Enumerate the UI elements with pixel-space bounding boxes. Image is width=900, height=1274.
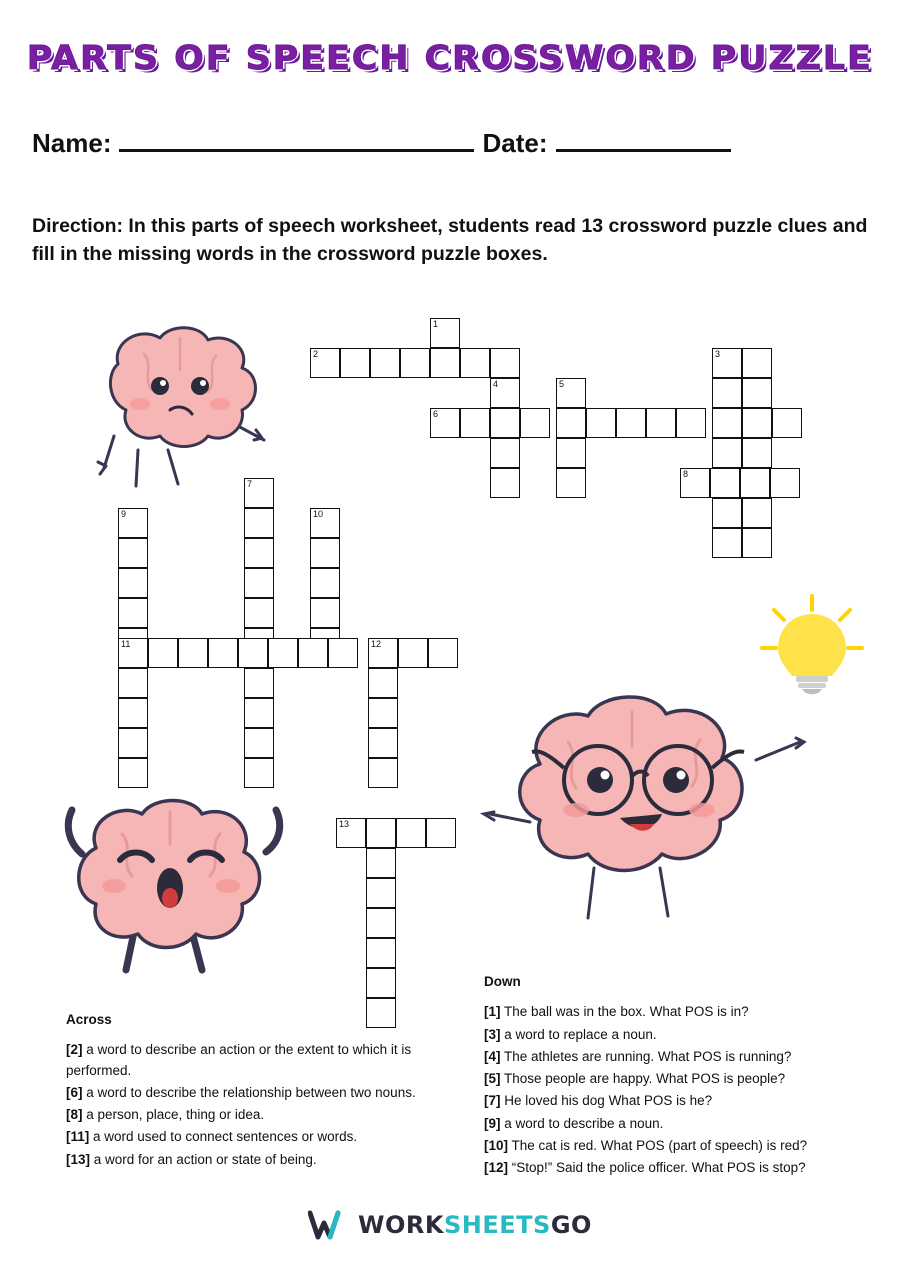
crossword-cell[interactable] (742, 408, 772, 438)
clue-text: The cat is red. What POS (part of speech) is red? (508, 1137, 808, 1153)
crossword-cell[interactable] (646, 408, 676, 438)
crossword-cell[interactable] (370, 348, 400, 378)
down-clue-list (484, 1002, 884, 1178)
crossword-cell[interactable] (268, 638, 298, 668)
clue-text: a word used to connect sentences or words. (89, 1129, 358, 1145)
page-title: PARTS OF SPEECH CROSSWORD PUZZLE (26, 38, 874, 77)
crossword-cell-number: 12 (371, 639, 382, 649)
crossword-cell[interactable] (368, 638, 398, 668)
clue-item (484, 1114, 884, 1134)
crossword-cell[interactable] (244, 668, 274, 698)
crossword-cell[interactable] (118, 568, 148, 598)
clue-text: Those people are happy. What POS is people? (500, 1071, 786, 1086)
crossword-cell[interactable] (238, 638, 268, 668)
crossword-cell[interactable] (676, 408, 706, 438)
crossword-cell[interactable] (178, 638, 208, 668)
crossword-cell-number: 2 (313, 349, 319, 359)
clue-number: [5] (484, 1071, 501, 1086)
clue-number: [13] (66, 1151, 91, 1167)
crossword-cell-number: 9 (121, 509, 127, 519)
crossword-cell[interactable] (742, 528, 772, 558)
crossword-cell[interactable] (742, 348, 772, 378)
crossword-cell[interactable] (118, 698, 148, 728)
crossword-cell[interactable] (396, 818, 426, 848)
crossword-cell[interactable] (556, 408, 586, 438)
crossword-cell[interactable] (428, 638, 458, 668)
crossword-cell[interactable] (398, 638, 428, 668)
logo-word-go: GO (550, 1211, 592, 1239)
clue-text: “Stop!” Said the police officer. What POS is stop? (508, 1160, 806, 1175)
clue-item (484, 1136, 884, 1156)
crossword-cell[interactable] (368, 758, 398, 788)
across-clue-list (66, 1040, 441, 1170)
crossword-cell[interactable] (400, 348, 430, 378)
crossword-cell-number: 1 (433, 319, 439, 329)
clue-text: The ball was in the box. What POS is in? (500, 1004, 749, 1020)
crossword-cell[interactable] (712, 498, 742, 528)
crossword-cell[interactable] (740, 468, 770, 498)
crossword-cell[interactable] (118, 538, 148, 568)
across-heading: Across (66, 1012, 112, 1027)
crossword-cell[interactable] (490, 468, 520, 498)
brain-character-thinking-icon (78, 318, 288, 503)
crossword-cell-number: 6 (433, 409, 439, 419)
crossword-cell[interactable] (310, 348, 340, 378)
clue-item (66, 1105, 441, 1125)
crossword-cell[interactable] (770, 468, 800, 498)
crossword-cell[interactable] (310, 538, 340, 568)
crossword-cell[interactable] (368, 698, 398, 728)
crossword-cell[interactable] (366, 938, 396, 968)
crossword-cell[interactable] (712, 378, 742, 408)
crossword-cell[interactable] (118, 668, 148, 698)
worksheetsgo-logo-icon (308, 1210, 348, 1240)
crossword-cell[interactable] (336, 818, 366, 848)
crossword-cell[interactable] (712, 528, 742, 558)
lightbulb-icon (756, 592, 868, 702)
clue-item (66, 1127, 441, 1147)
clue-item (484, 1158, 884, 1178)
clue-number: [11] (66, 1129, 90, 1145)
crossword-cell[interactable] (742, 378, 772, 408)
clue-text: a word to describe an action or the extent to which it is performed. (66, 1042, 412, 1078)
logo-wordmark (358, 1211, 592, 1239)
brain-character-shouting-icon (42, 782, 302, 977)
crossword-cell[interactable] (366, 818, 396, 848)
crossword-cell[interactable] (310, 598, 340, 628)
direction-text: Direction: In this parts of speech worksheet, students read 13 crossword puzzle clues and fill in the missing words in the crossword puzzle boxes. (32, 215, 868, 266)
crossword-cell[interactable] (368, 728, 398, 758)
clue-text: a word for an action or state of being. (90, 1151, 317, 1167)
crossword-cell[interactable] (460, 348, 490, 378)
crossword-cell-number: 13 (339, 819, 350, 829)
clue-item (484, 1069, 884, 1089)
name-date-row (32, 128, 870, 159)
crossword-cell[interactable] (118, 728, 148, 758)
across-clues (66, 1010, 441, 1172)
crossword-cell[interactable] (680, 468, 710, 498)
clue-number: [8] (66, 1107, 83, 1122)
logo-word-sheets: SHEETS (444, 1211, 551, 1239)
clue-number: [3] (484, 1026, 501, 1042)
crossword-cell[interactable] (310, 568, 340, 598)
crossword-cell[interactable] (430, 348, 460, 378)
clue-text: a word to describe the relationship between two nouns. (82, 1084, 416, 1100)
crossword-cell-number: 3 (715, 349, 721, 359)
brain-character-glasses-icon (470, 672, 815, 922)
clue-text: The athletes are running. What POS is running? (500, 1048, 792, 1064)
clue-number: [2] (66, 1042, 83, 1058)
clue-text: a person, place, thing or idea. (82, 1107, 265, 1122)
crossword-cell[interactable] (244, 568, 274, 598)
crossword-cell[interactable] (244, 508, 274, 538)
logo-word-work: WORK (358, 1211, 444, 1239)
crossword-cell[interactable] (490, 378, 520, 408)
crossword-cell[interactable] (742, 438, 772, 468)
clue-item (66, 1150, 441, 1170)
clue-text: a word to replace a noun. (500, 1026, 657, 1042)
crossword-cell[interactable] (244, 728, 274, 758)
crossword-cell[interactable] (556, 378, 586, 408)
page-title-container (0, 38, 900, 77)
crossword-cell[interactable] (742, 498, 772, 528)
crossword-cell[interactable] (118, 508, 148, 538)
clue-number: [10] (484, 1137, 509, 1153)
clue-number: [7] (484, 1093, 501, 1109)
crossword-cell[interactable] (328, 638, 358, 668)
crossword-cell[interactable] (244, 538, 274, 568)
clue-number: [9] (484, 1115, 501, 1131)
down-heading: Down (484, 974, 521, 989)
crossword-cell[interactable] (616, 408, 646, 438)
crossword-cell[interactable] (118, 598, 148, 628)
crossword-cell[interactable] (310, 508, 340, 538)
crossword-cell-number: 5 (559, 379, 565, 389)
crossword-cell[interactable] (244, 598, 274, 628)
crossword-cell-number: 8 (683, 469, 689, 479)
crossword-cell[interactable] (460, 408, 490, 438)
crossword-cell[interactable] (366, 848, 396, 878)
clue-number: [4] (484, 1048, 501, 1064)
crossword-cell-number: 11 (121, 639, 131, 649)
crossword-cell[interactable] (366, 878, 396, 908)
clue-text: a word to describe a noun. (500, 1115, 664, 1131)
crossword-cell[interactable] (520, 408, 550, 438)
crossword-cell[interactable] (244, 698, 274, 728)
crossword-cell[interactable] (368, 668, 398, 698)
crossword-cell[interactable] (556, 438, 586, 468)
crossword-cell[interactable] (430, 318, 460, 348)
crossword-cell[interactable] (298, 638, 328, 668)
crossword-cell[interactable] (430, 408, 460, 438)
crossword-cell[interactable] (490, 438, 520, 468)
crossword-cell-number: 10 (313, 509, 324, 519)
crossword-cell-number: 7 (247, 479, 253, 489)
footer-logo (0, 1210, 900, 1240)
crossword-cell-number: 4 (493, 379, 499, 389)
crossword-cell[interactable] (340, 348, 370, 378)
clue-item (484, 1002, 884, 1022)
clue-item (66, 1083, 441, 1103)
crossword-cell[interactable] (366, 908, 396, 938)
clue-item (484, 1047, 884, 1067)
crossword-cell[interactable] (772, 408, 802, 438)
crossword-cell[interactable] (118, 638, 148, 668)
clue-text: He loved his dog What POS is he? (500, 1093, 713, 1109)
crossword-cell[interactable] (712, 408, 742, 438)
crossword-cell[interactable] (712, 348, 742, 378)
crossword-cell[interactable] (148, 638, 178, 668)
clue-number: [6] (66, 1084, 83, 1100)
name-label: Name: (32, 128, 112, 158)
crossword-cell[interactable] (366, 968, 396, 998)
crossword-cell[interactable] (712, 438, 742, 468)
date-label: Date: (482, 128, 548, 158)
down-clues (484, 972, 884, 1180)
crossword-cell[interactable] (490, 348, 520, 378)
clue-item (484, 1091, 884, 1111)
crossword-cell[interactable] (490, 408, 520, 438)
crossword-cell[interactable] (586, 408, 616, 438)
crossword-cell[interactable] (208, 638, 238, 668)
crossword-cell[interactable] (556, 468, 586, 498)
date-input-line[interactable] (556, 129, 731, 152)
clue-item (66, 1040, 441, 1081)
clue-item (484, 1025, 884, 1045)
crossword-cell[interactable] (426, 818, 456, 848)
crossword-cell[interactable] (710, 468, 740, 498)
clue-number: [1] (484, 1004, 501, 1020)
name-input-line[interactable] (119, 129, 474, 152)
clue-number: [12] (484, 1160, 509, 1175)
